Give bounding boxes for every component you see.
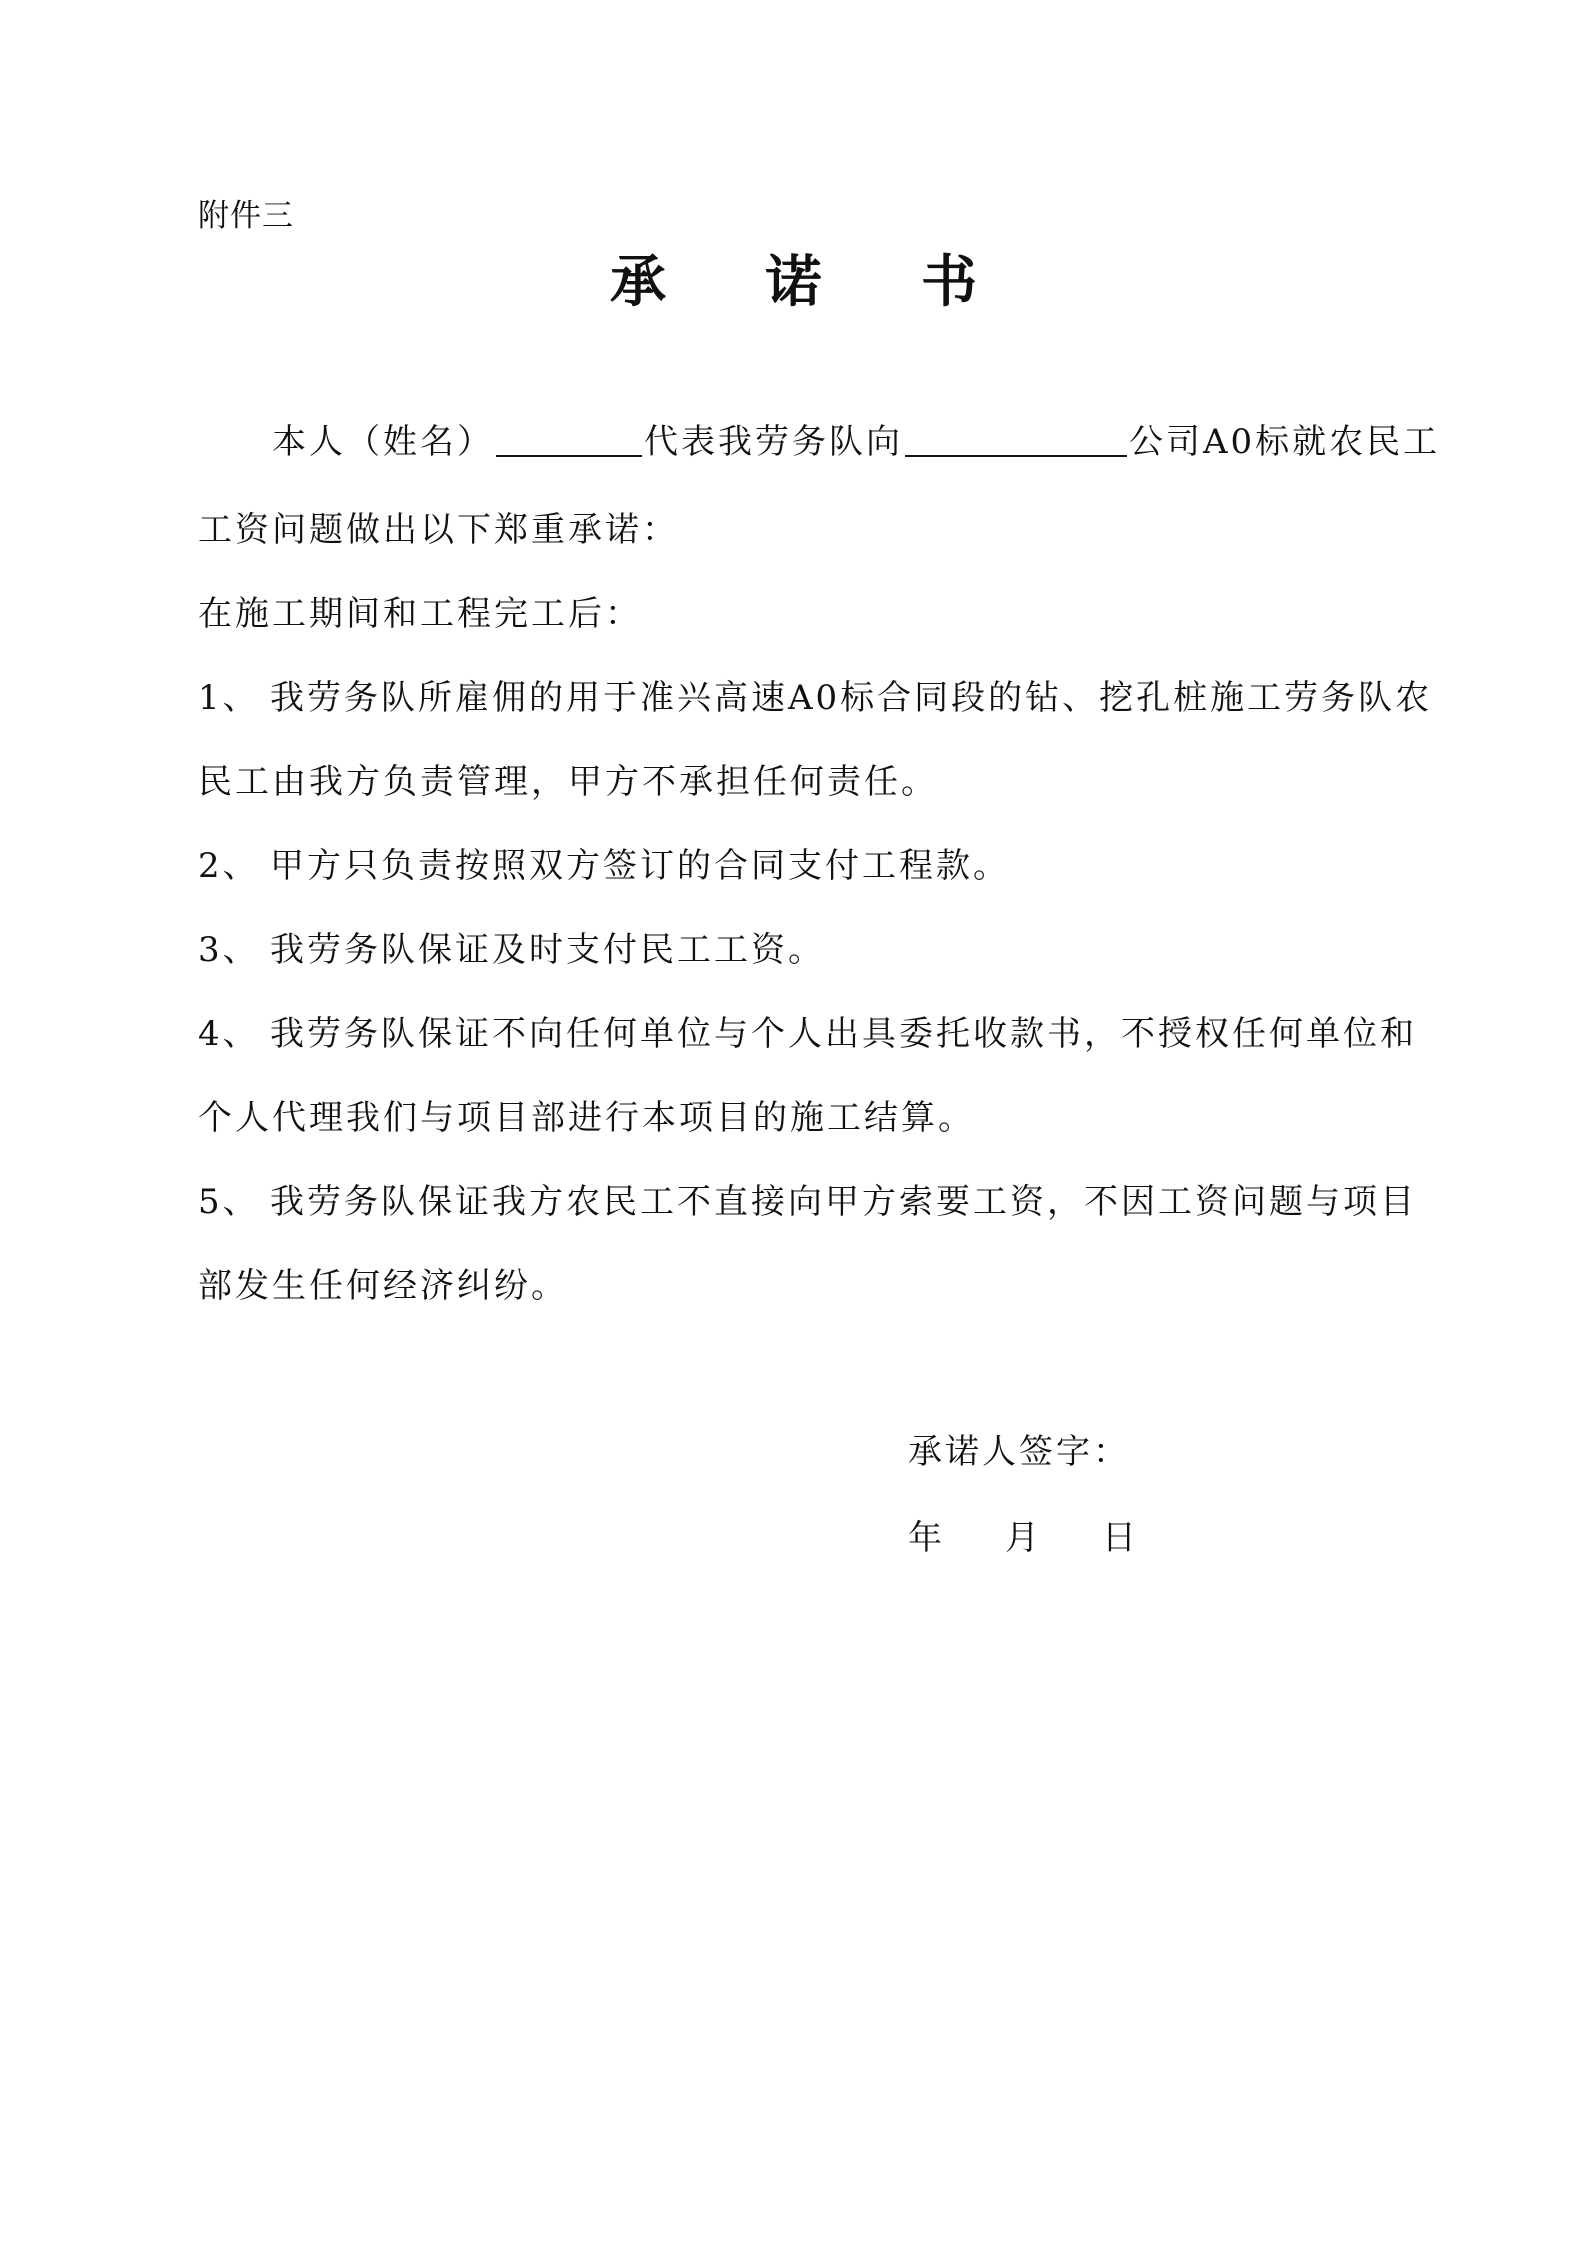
date-year: 年 <box>908 1518 945 1558</box>
attachment-label: 附件三 <box>198 198 294 234</box>
item-number: 3、 <box>198 930 260 970</box>
item-2 <box>198 844 1010 888</box>
item-1-line-1 <box>198 676 1432 720</box>
item-text: 甲方只负责按照双方签订的合同支付工程款。 <box>270 846 1010 886</box>
item-text: 我劳务队保证我方农民工不直接向甲方索要工资，不因工资问题与项目 <box>270 1182 1417 1222</box>
intro-line-2: 工资问题做出以下郑重承诺： <box>198 510 679 550</box>
item-text: 我劳务队保证及时支付民工工资。 <box>270 930 825 970</box>
item-3 <box>198 928 825 972</box>
item-text: 我劳务队所雇佣的用于准兴高速A0标合同段的钻、挖孔桩施工劳务队农 <box>270 678 1433 718</box>
item-number: 1、 <box>198 678 260 718</box>
item-number: 5、 <box>198 1182 260 1222</box>
signature-label: 承诺人签字： <box>908 1432 1130 1472</box>
intro-line-1 <box>272 420 1440 464</box>
item-4-line-2: 个人代理我们与项目部进行本项目的施工结算。 <box>198 1098 975 1138</box>
item-number: 2、 <box>198 846 260 886</box>
company-blank <box>905 421 1127 457</box>
date-month: 月 <box>1005 1518 1042 1558</box>
date-line <box>908 1510 1139 1559</box>
name-blank <box>496 421 642 457</box>
intro-text-3: 公司A0标就农民工 <box>1129 422 1441 462</box>
document-title: 承 诺 书 <box>610 249 1017 315</box>
preamble: 在施工期间和工程完工后： <box>198 594 642 634</box>
item-text: 我劳务队保证不向任何单位与个人出具委托收款书，不授权任何单位和 <box>270 1014 1417 1054</box>
date-day: 日 <box>1102 1518 1139 1558</box>
intro-text-2: 代表我劳务队向 <box>644 422 903 462</box>
item-1-line-2: 民工由我方负责管理，甲方不承担任何责任。 <box>198 762 938 802</box>
item-number: 4、 <box>198 1014 260 1054</box>
item-4-line-1 <box>198 1012 1417 1056</box>
intro-text-1: 本人（姓名） <box>272 422 494 462</box>
item-5-line-1 <box>198 1180 1417 1224</box>
item-5-line-2: 部发生任何经济纠纷。 <box>198 1266 568 1306</box>
